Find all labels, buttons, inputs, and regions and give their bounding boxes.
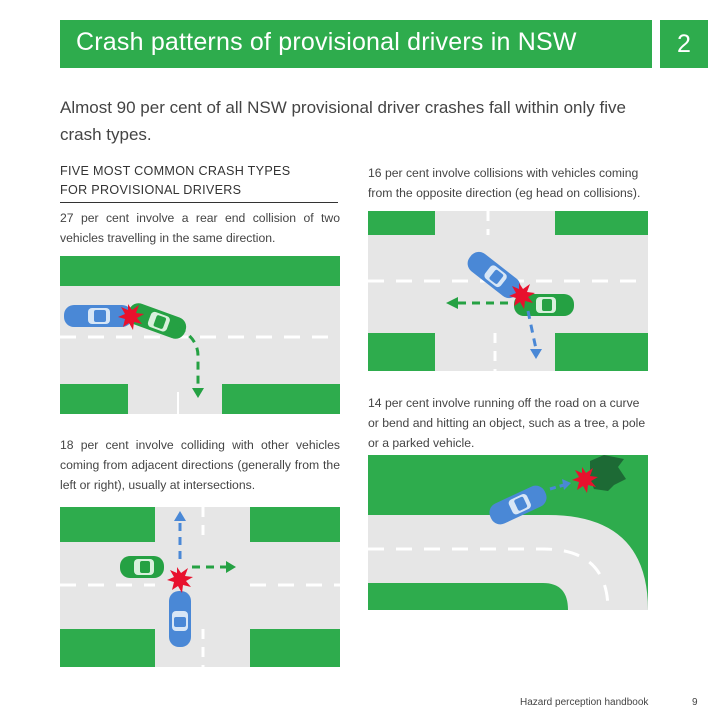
verge-top-right	[555, 211, 648, 235]
intro-paragraph: Almost 90 per cent of all NSW provisional driver crashes fall within only five crash types.	[60, 98, 626, 144]
verge-bottom-right	[222, 384, 340, 414]
run-off-road-diagram	[368, 455, 648, 610]
green-car	[120, 556, 164, 578]
crash-type-rear-end-text: 27 per cent involve a rear end collision of two vehicles travelling in the same direction.	[60, 211, 340, 245]
verge-top-left	[368, 211, 435, 235]
head-on-diagram	[368, 211, 648, 371]
crash-type-adjacent-text: 18 per cent involve colliding with other vehicles coming from adjacent directions (generally from the left or right), usually at intersections.	[60, 438, 340, 492]
section-heading: FIVE MOST COMMON CRASH TYPES FOR PROVISIONAL DRIVERS	[60, 162, 338, 203]
verge-top	[60, 256, 340, 286]
crash-type-head-on-text: 16 per cent involve collisions with vehicles coming from the opposite direction (eg head on collisions).	[368, 166, 641, 200]
rear-end-diagram	[60, 256, 340, 414]
verge-top-left	[60, 507, 155, 542]
chapter-number: 2	[660, 20, 708, 68]
adjacent-diagram	[60, 507, 340, 667]
verge-bottom-left	[60, 384, 128, 414]
verge-top-right	[250, 507, 340, 542]
verge-bottom-left	[60, 629, 155, 667]
verge-bottom-right	[250, 629, 340, 667]
blue-car	[169, 591, 191, 647]
page-title: Crash patterns of provisional drivers in NSW	[76, 28, 577, 56]
footer-text: Hazard perception handbook	[520, 697, 649, 708]
verge-bottom-right	[555, 333, 648, 371]
crash-type-run-off-road-text: 14 per cent involve running off the road on a curve or bend and hitting an object, such as a tree, a pole or a parked vehicle.	[368, 396, 646, 450]
page-number: 9	[692, 697, 698, 708]
verge-bottom-left	[368, 333, 435, 371]
